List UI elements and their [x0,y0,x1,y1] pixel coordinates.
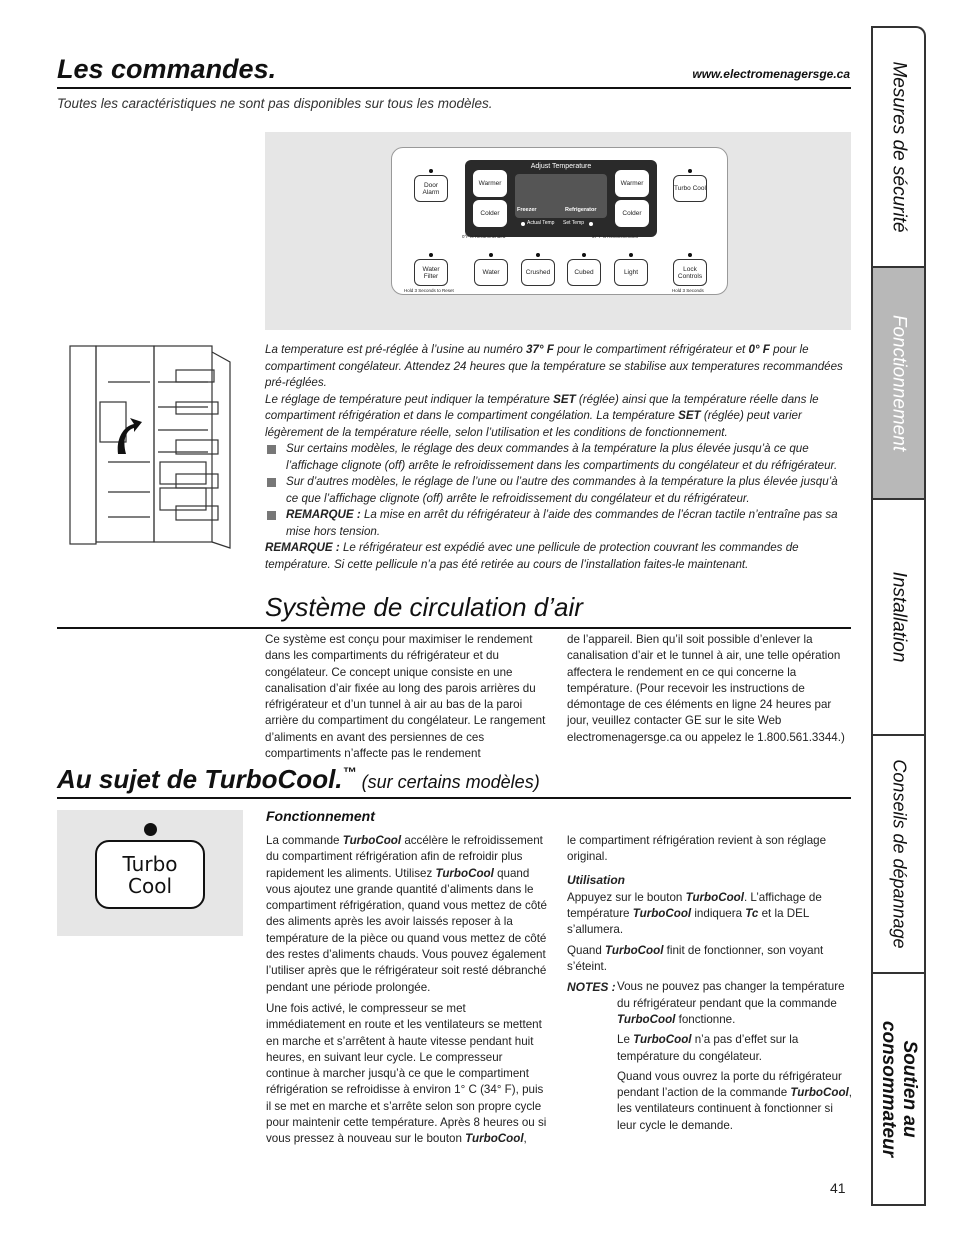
turbocool-end-text: Quand TurboCool finit de fonctionner, son voyant s’éteint. [567,943,824,974]
hold-reset-note: Hold 3 Seconds to Reset [404,288,454,293]
water-led [489,253,493,257]
tab-label: Fonctionnement [888,314,909,452]
utilisation-text: Appuyez sur le bouton TurboCool. L’affichage de température TurboCool indiquera Tc et la DEL s’allumera. [567,890,822,937]
turbocool-button[interactable] [95,840,205,909]
air-divider [57,627,851,629]
notes-block [567,979,852,1134]
note-item: Le TurboCool n’a pas d’effet sur la température du congélateur. [617,1033,799,1063]
availability-note: Toutes les caractéristiques ne sont pas disponibles sur tous les modèles. [57,96,493,111]
tab-soutien-consommateur[interactable] [871,972,926,1206]
turbo-cool-led [688,169,692,173]
fridge-recommendation: 37°F is Recommended [592,234,638,239]
temperature-display-area [465,160,657,237]
page-number: 41 [830,1180,846,1196]
tab-mesures-securite[interactable] [871,26,926,266]
set-temp-label: Set Temp [563,220,585,226]
utilisation-subheading: Utilisation [567,872,626,887]
turbocool-column-2 [567,833,852,1134]
turbocool-heading: Au sujet de TurboCool.™ (sur certains modèles) [57,764,540,794]
freezer-warmer-button[interactable]: Warmer [473,170,507,197]
air-column-2: de l’appareil. Bien qu’il soit possible d’enlever la canalisation d’air et le tunnel à air, une telle opération affectera le rendement en ce qui concerne la température. (Pour recevoir les instructions de démontage de ces éléments en ligne 24 heures par jour, veuillez contacter GE sur le site Web electromenagersge.ca ou appelez le 1.800.561.3344.) [567,633,845,744]
bullet-item: Sur d’autres modèles, le réglage de l’une ou l’autre des commandes à la température la plus élevée jusqu’à ce que l’affichage clignote (off) arrête le refroidissement du congélateur et du réfrigérateur. [265,474,851,507]
tab-label: Soutien au consommateur [877,1020,920,1158]
tab-label: Conseils de dépannage [889,759,909,949]
turbocool-description: La commande TurboCool accélère le refroidissement du compartiment réfrigération afin de refroidir plus rapidement les aliments. Utilisez TurboCool quand vous ajoutez une grande quantité d’aliments dans le compartiment réfrigération, quand vous mettez de côté des aliments après les avoir laissés reposer à la température de la pièce ou quand vous mettez de côté des restes d’aliments chauds. Vous pouvez également l’utiliser après que le réfrigérateur soit resté débranché pendant une période prolongée. [266,834,547,994]
bullet-item: REMARQUE : La mise en arrêt du réfrigérateur à l’aide des commandes de l’écran tactile n’entraîne pas sa mise hors tension. [265,507,851,540]
lock-controls-led [688,253,692,257]
tab-label: Mesures de sécurité [888,61,909,233]
film-remark: REMARQUE : Le réfrigérateur est expédié avec une pellicule de protection couvrant les commandes de température. Si cette pellicule n’a pas été retirée au cours de l’installation faites-le maintenant. [265,541,799,571]
lock-controls-button[interactable]: Lock Controls [673,259,707,286]
actual-temp-label: Actual Temp [527,220,555,226]
turbocool-revert: le compartiment réfrigération revient à son réglage original. [567,834,827,864]
water-filter-led [429,253,433,257]
light-button[interactable]: Light [614,259,648,286]
turbo-cool-panel-button[interactable]: Turbo Cool [673,175,707,202]
notes-label: NOTES : [567,980,616,995]
turbocool-button-line-2: Cool [128,873,172,898]
turbocool-operation: Une fois activé, le compresseur se met immédiatement en route et les ventilateurs se mettent en marche et s’arrêtent à haute vitesse pendant huit heures, en suivant leur cycle. Le compresseur continue à marcher jusqu’à ce que le compartiment réfrigération se refroidisse à environ 1° C (34° F), puis il se met en marche et s’arrête selon son propre cycle pour maintenir cette température. Après 8 heures ou si vous pressez à nouveau sur le bouton TurboCool, [266,1001,547,1146]
bullet-item: Sur certains modèles, le réglage des deux commandes à la température la plus élevée jusqu’à ce que l’affichage clignote (off) arrête le refroidissement dans les compartiments du congélateur et du réfrigérateur. [265,441,851,474]
set-temp-indicator [589,222,593,226]
note-item: Quand vous ouvrez la porte du réfrigérateur pendant l’action de la commande TurboCool, les ventilateurs continuent à fonctionner si leur cycle le demande. [617,1069,852,1132]
freezer-label: Freezer [517,207,537,213]
door-alarm-led [429,169,433,173]
title-divider [57,87,851,89]
turbocool-button-line-1: Turbo [122,851,178,876]
tab-fonctionnement[interactable] [871,266,926,498]
fonctionnement-subheading: Fonctionnement [266,808,375,824]
water-filter-button[interactable]: Water Filter [414,259,448,286]
turbocool-led [144,823,157,836]
turbocool-column-1 [266,833,548,1148]
cubed-button[interactable]: Cubed [567,259,601,286]
preset-paragraph: La temperature est pré-réglée à l’usine au numéro 37° F pour le compartiment réfrigérateur et 0° F pour le compartiment congélateur. Attendez 24 heures que la température se stabilise aux temperatures recommandées pré-réglées. [265,343,843,389]
tab-conseils-depannage[interactable] [871,734,926,972]
turbocool-divider [57,797,851,799]
control-panel [391,147,728,295]
actual-temp-indicator [521,222,525,226]
set-temperature-paragraph: Le réglage de température peut indiquer la température SET (réglée) ainsi que la température réelle dans le compartiment réfrigération et dans le compartiment congélation. La température SET (réglée) peut varier légèrement de la température réelle, selon l’utilisation et les conditions de fonctionnement. [265,392,819,439]
tab-label: Installation [888,571,909,663]
crushed-led [536,253,540,257]
freezer-colder-button[interactable]: Colder [473,200,507,227]
freezer-recommendation: 0°F is Recommended [462,234,506,239]
note-item: Vous ne pouvez pas changer la température du réfrigérateur pendant que la commande TurboCool fonctionne. [617,980,845,1026]
hold-note: Hold 3 Seconds [672,288,704,293]
adjust-temperature-heading: Adjust Temperature [530,163,592,170]
tab-installation[interactable] [871,498,926,734]
door-alarm-button[interactable]: Door Alarm [414,175,448,202]
website-link[interactable]: www.electromenagersge.ca [692,67,850,81]
page-title: Les commandes. [57,54,277,84]
fridge-warmer-button[interactable]: Warmer [615,170,649,197]
cubed-led [582,253,586,257]
turbocool-button-figure [57,810,243,936]
crushed-button[interactable]: Crushed [521,259,555,286]
control-panel-figure [265,132,851,330]
fridge-colder-button[interactable]: Colder [615,200,649,227]
water-button[interactable]: Water [474,259,508,286]
refrigerator-illustration [68,342,240,552]
air-circulation-title: Système de circulation d’air [265,592,583,622]
light-led [629,253,633,257]
air-column-1: Ce système est conçu pour maximiser le rendement dans les compartiments du réfrigérateur et du congélateur. Ce concept unique consiste en une canalisation d’air fixée au long des parois arrières du réfrigérateur et d’un tunnel à air au bas de la paroi arrière du compartiment du congélateur. Le rangement d’aliments en avant des persiennes de ces compartiments n’affecte pas le rendement [265,633,546,761]
refrigerator-label: Refrigerator [565,207,597,213]
temperature-intro [265,342,851,573]
